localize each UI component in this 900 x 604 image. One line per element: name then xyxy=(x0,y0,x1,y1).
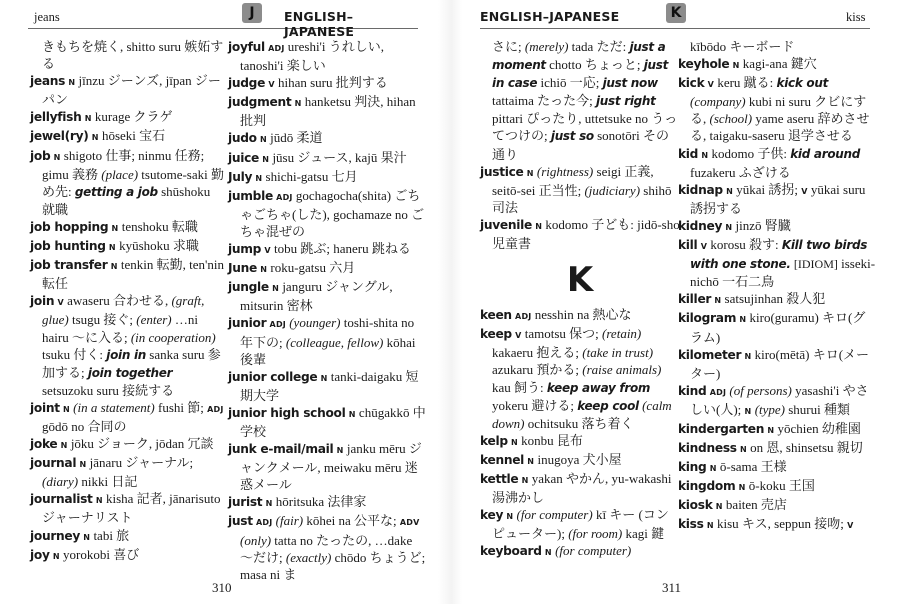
left-page-header xyxy=(28,0,418,39)
entry-joyful: joyful ADJ ureshi'i うれしい, tanoshi'i 楽しい xyxy=(228,39,385,74)
entry-jewelry: jewel(ry) N hōseki 宝石 xyxy=(30,128,166,144)
entry-kidnap: kidnap N yūkai 誘拐; V yūkai suru 誘拐する xyxy=(678,181,866,216)
entry-continuation: きもちを焼く, shitto suru 嫉妬する xyxy=(42,39,224,72)
entry-keyboard-continuation: kībōdo キーボード xyxy=(690,39,795,54)
entry-juice: juice N jūsu ジュース, kajū 果汁 xyxy=(228,149,407,165)
entry-kiosk: kiosk N baiten 売店 xyxy=(678,497,787,513)
entry-judo: judo N jūdō 柔道 xyxy=(228,130,323,146)
section-letter-heading: K xyxy=(566,260,594,301)
entry-kid: kid N kodomo 子供: kid around fuzakeru ふざける xyxy=(678,145,861,180)
book-title: ENGLISH–JAPANESE xyxy=(480,9,620,24)
entry-joint: joint N (in a statement) fushi 節; ADJ gōdō no 合同の xyxy=(30,399,224,434)
entry-juvenile: juvenile N kodomo 子ども: jidō-sho 児童書 xyxy=(480,216,680,252)
entry-jellyfish: jellyfish N kurage クラゲ xyxy=(30,109,173,125)
page-number: 310 xyxy=(212,580,232,595)
entry-kennel: kennel N inugoya 犬小屋 xyxy=(480,451,622,467)
left-page-column-1 xyxy=(30,38,226,565)
entry-jurist: jurist N hōritsuka 法律家 xyxy=(228,494,367,510)
entry-jeans: jeans N jīnzu ジーンズ, jīpan ジーパン xyxy=(30,73,221,108)
entry-kilogram: kilogram N kiro(guramu) キロ(グラム) xyxy=(678,310,866,345)
entry-kindness: kindness N on 恩, shinsetsu 親切 xyxy=(678,440,863,456)
right-page-header xyxy=(480,0,870,29)
entry-just-continuation: さに; (merely) tada ただ: just a moment chotto ちょっと; just in case ichiō 一応; just now tattaima たった今; just right pittari ぴったり, uttetsuke no うってつけの; just so sonotōri その通り xyxy=(492,39,678,162)
right-page-column-2 xyxy=(678,38,878,535)
page-number: 311 xyxy=(662,580,682,595)
guide-word: kiss xyxy=(846,10,866,24)
entry-kill: kill V korosu 殺す: Kill two birds with one stone. [IDIOM] isseki-nichō 一石二鳥 xyxy=(678,237,876,290)
entry-job: job N shigoto 仕事; ninmu 任務; gimu 義務 (place) tsutome-saki 勤め先: getting a job shūshoku 就職 xyxy=(30,147,224,217)
entry-kingdom: kingdom N ō-koku 王国 xyxy=(678,478,815,494)
entry-joy: joy N yorokobi 喜び xyxy=(30,546,140,562)
entry-job-transfer: job transfer N tenkin 転勤, ten'nin 転任 xyxy=(30,257,224,292)
entry-king: king N ō-sama 王様 xyxy=(678,459,787,475)
letter-tab: J xyxy=(242,3,262,23)
guide-word: jeans xyxy=(34,10,60,24)
book-title: ENGLISH–JAPANESE xyxy=(284,9,355,39)
entry-job-hunting: job hunting N kyūshoku 求職 xyxy=(30,238,199,254)
right-page-column-1 xyxy=(480,38,680,561)
entry-kindergarten: kindergarten N yōchien 幼稚園 xyxy=(678,420,861,436)
entry-key: key N (for computer) kī キー (コンピューター); (for room) kagi 鍵 xyxy=(480,507,669,542)
entry-kidney: kidney N jinzō 腎臓 xyxy=(678,217,791,233)
entry-join: join V awaseru 合わせる, (graft, glue) tsugu 接ぐ; (enter) …ni hairu ～に入る; (in cooperation) tsuku 付く: join in sanka suru 参加する; join together setsuzoku suru 接続する xyxy=(30,293,221,398)
entry-jump: jump V tobu 跳ぶ; haneru 跳ねる xyxy=(228,241,411,257)
entry-keep: keep V tamotsu 保つ; (retain) kakaeru 抱える; (take in trust) azukaru 預かる; (raise animals) kau 飼う: keep away from yokeru 避ける; keep cool (calm down) ochitsuku 落ち着く xyxy=(480,326,672,431)
entry-justice: justice N (rightness) seigi 正義, seitō-sei 正当性; (judiciary) shihō 司法 xyxy=(480,163,672,215)
entry-journal: journal N jānaru ジャーナル; (diary) nikki 日記 xyxy=(30,455,194,490)
entry-keyhole: keyhole N kagi-ana 鍵穴 xyxy=(678,56,817,72)
entry-judgment: judgment N hanketsu 判決, hihan 批判 xyxy=(228,94,416,129)
entry-jungle: jungle N janguru ジャングル, mitsurin 密林 xyxy=(228,279,393,314)
entry-kettle: kettle N yakan やかん, yu-wakashi 湯沸かし xyxy=(480,470,672,506)
entry-june: June N roku-gatsu 六月 xyxy=(228,260,356,276)
entry-kelp: kelp N konbu 昆布 xyxy=(480,432,583,448)
entry-just: just ADJ (fair) kōhei na 公平な; ADV (only) tatta no たったの, …dake ～だけ; (exactly) chōdo ちょうど; masa ni ま xyxy=(228,513,426,582)
entry-kind: kind ADJ (of persons) yasashi'i やさしい(人); N (type) shurui 種類 xyxy=(678,382,869,417)
entry-journey: journey N tabi 旅 xyxy=(30,527,130,543)
entry-killer: killer N satsujinhan 殺人犯 xyxy=(678,291,826,307)
entry-july: July N shichi-gatsu 七月 xyxy=(228,168,358,184)
entry-keen: keen ADJ nesshin na 熱心な xyxy=(480,307,632,323)
letter-tab: K xyxy=(666,3,686,23)
entry-journalist: journalist N kisha 記者, jānarisuto ジャーナリスト xyxy=(30,491,221,526)
entry-keyboard: keyboard N (for computer) xyxy=(480,543,632,559)
entry-job-hopping: job hopping N tenshoku 転職 xyxy=(30,218,198,234)
entry-junior: junior ADJ (younger) toshi-shita no 年下の; (colleague, fellow) kōhai 後輩 xyxy=(228,315,416,367)
entry-junior-high-school: junior high school N chūgakkō 中学校 xyxy=(228,404,426,439)
right-page xyxy=(450,0,900,604)
entry-kick: kick V keru 蹴る: kick out (company) kubi ni suru クビにする, (school) yame aseru 辞めさせる, taigaku-saseru 退学させる xyxy=(678,75,870,144)
entry-kilometer: kilometer N kiro(mētā) キロ(メーター) xyxy=(678,346,870,381)
entry-kiss: kiss N kisu キス, seppun 接吻; V xyxy=(678,516,854,532)
entry-junior-college: junior college N tanki-daigaku 短期大学 xyxy=(228,368,419,403)
entry-judge: judge V hihan suru 批判する xyxy=(228,75,388,91)
entry-joke: joke N jōku ジョーク, jōdan 冗談 xyxy=(30,436,214,452)
entry-junk-email: junk e-mail/mail N janku mēru ジャンクメール, meiwaku mēru 迷惑メール xyxy=(228,441,422,493)
left-page-column-2 xyxy=(228,38,426,583)
entry-jumble: jumble ADJ gochagocha(shita) ごちゃごちゃ(した), gochamaze no ごちゃ混ぜの xyxy=(228,187,425,239)
